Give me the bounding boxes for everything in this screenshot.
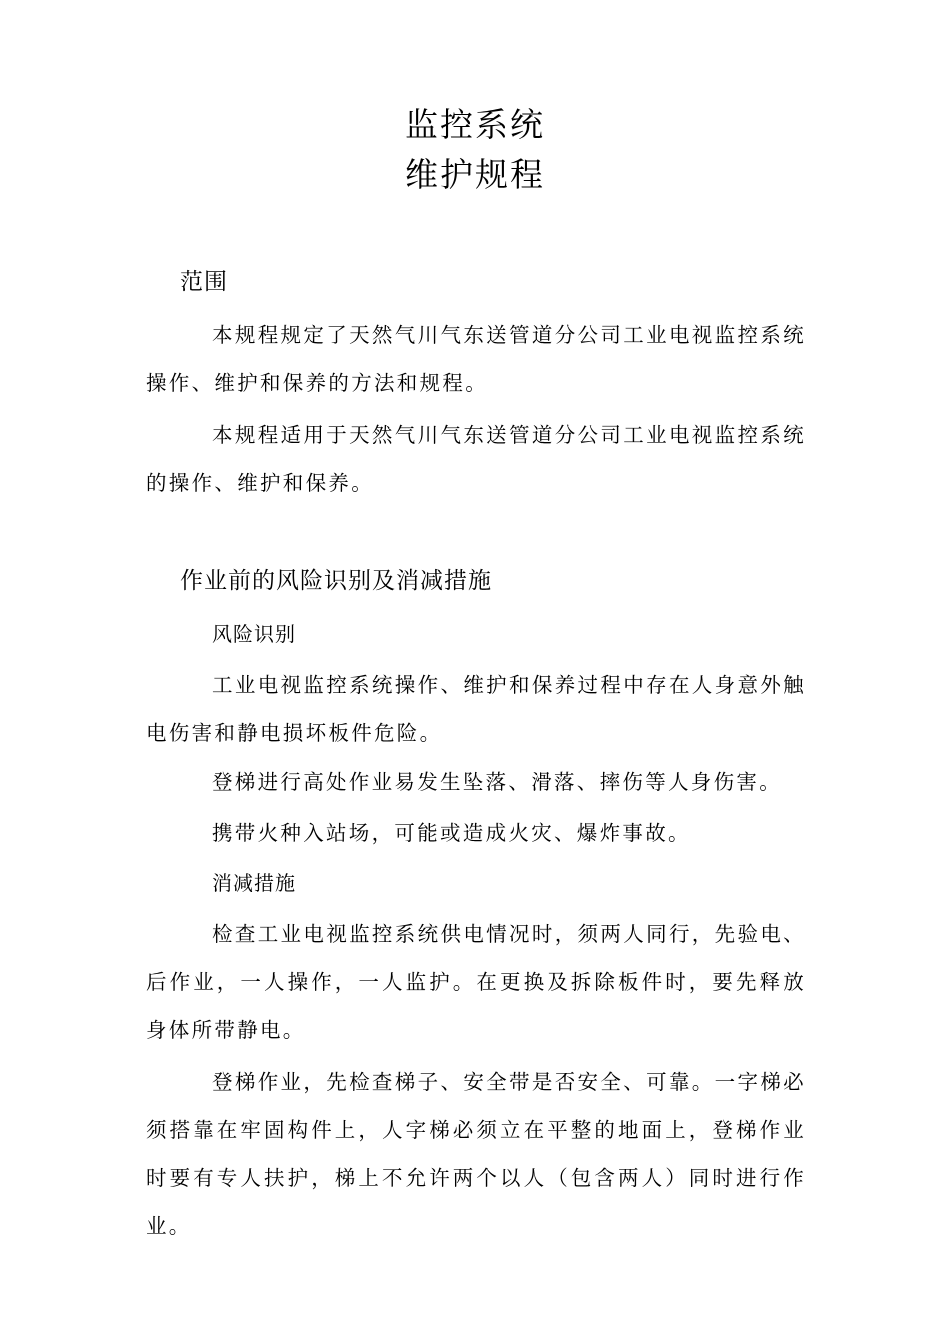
risk-paragraph-1: 工业电视监控系统操作、维护和保养过程中存在人身意外触电伤害和静电损坏板件危险。 <box>146 673 806 745</box>
risk-paragraph-3: 携带火种入站场，可能或造成火灾、爆炸事故。 <box>212 821 691 845</box>
document-title-line-2: 维护规程 <box>405 155 545 194</box>
scope-heading: 范围 <box>180 269 228 295</box>
scope-paragraph-1: 本规程规定了天然气川气东送管道分公司工业电视监控系统操作、维护和保养的方法和规程。 <box>146 323 806 395</box>
document-title-line-1: 监控系统 <box>405 105 545 144</box>
risk-paragraph-2: 登梯进行高处作业易发生坠落、滑落、摔伤等人身伤害。 <box>212 770 782 794</box>
mitigation-paragraph-2: 登梯作业，先检查梯子、安全带是否安全、可靠。一字梯必须搭靠在牢固构件上，人字梯必须立在平整的地面上，登梯作业时要有专人扶护，梯上不允许两个以人（包含两人）同时进行作业。 <box>146 1070 806 1238</box>
risk-section-heading: 作业前的风险识别及消减措施 <box>180 568 492 594</box>
risk-identification-subheading: 风险识别 <box>212 622 296 646</box>
mitigation-subheading: 消减措施 <box>212 871 296 895</box>
scope-paragraph-2: 本规程适用于天然气川气东送管道分公司工业电视监控系统的操作、维护和保养。 <box>146 423 806 495</box>
mitigation-paragraph-1: 检查工业电视监控系统供电情况时，须两人同行，先验电、后作业，一人操作，一人监护。在更换及拆除板件时，要先释放身体所带静电。 <box>146 922 806 1042</box>
